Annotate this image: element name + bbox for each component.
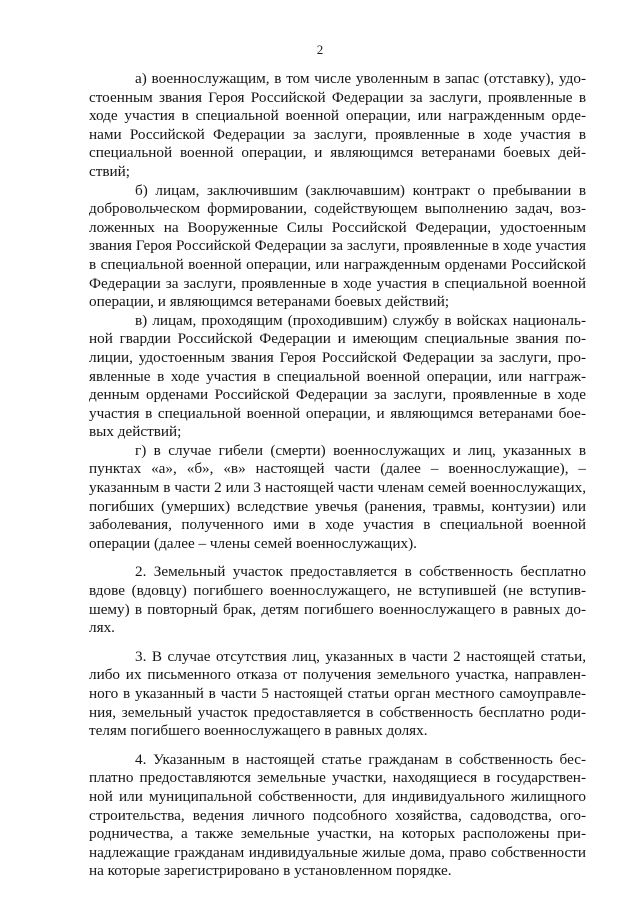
document-body [89,70,586,881]
paragraph-item-b: б) лицам, заключившим (заключавшим) контракт о пребывании в добровольческом формировании, содействующем выполнению задач, возложенных на Вооруженные Силы Российской Федерации, удостоенным звания Героя Российской Федерации за заслуги, проявленные в ходе участия в специальной военной операции, или награжденным орденами Российской Федерации за заслуги, проявленные в ходе участия в специальной военной операции, и являющимся ветеранами боевых действий; [89,181,586,311]
paragraph-part-3: 3. В случае отсутствия лиц, указанных в части 2 настоящей статьи, либо их письменного отказа от получения земельного участка, направленного в указанный в части 5 настоящей статьи орган местного самоуправления, земельный участок предоставляется в собственность бесплатно родителям погибшего военнослужащего в равных долях. [89,647,586,740]
page-number: 2 [316,42,324,57]
paragraph-item-g: г) в случае гибели (смерти) военнослужащих и лиц, указанных в пунктах «а», «б», «в» настоящей части (далее – военнослужащие), – указанным в части 2 или 3 настоящей части членам семей военнослужащих, погибших (умерших) вследствие увечья (ранения, травмы, контузии) или заболевания, полученного ими в ходе участия в специальной военной операции (далее – члены семей военнослужащих). [89,441,586,552]
paragraph-item-v: в) лицам, проходящим (проходившим) службу в войсках национальной гвардии Российской Федерации и имеющим специальные звания полиции, удостоенным звания Героя Российской Федерации за заслуги, проявленные в ходе участия в специальной военной операции, или наггражденным орденами Российской Федерации за заслуги, проявленные в ходе участия в специальной военной операции, и являющимся ветеранами боевых действий; [89,311,586,441]
paragraph-item-a: а) военнослужащим, в том числе уволенным в запас (отставку), удостоенным звания Героя Российской Федерации за заслуги, проявленные в ходе участия в специальной военной операции, или награжденным орденами Российской Федерации за заслуги, проявленные в ходе участия в специальной военной операции, и являющимся ветеранами боевых действий; [89,70,586,180]
paragraph-part-4: 4. Указанным в настоящей статье гражданам в собственность бесплатно предоставляются земельные участки, находящиеся в государственной или муниципальной собственности, для индивидуального жилищного строительства, ведения личного подсобного хозяйства, садоводства, огородничества, а также земельные участки, на которых расположены принадлежащие гражданам индивидуальные жилые дома, право собственности на которые зарегистрировано в установленном порядке. [89,750,586,880]
paragraph-part-2: 2. Земельный участок предоставляется в собственность бесплатно вдове (вдовцу) погибшего военнослужащего, не вступившей (не вступившему) в повторный брак, детям погибшего военнослужащего в равных долях. [89,563,586,637]
